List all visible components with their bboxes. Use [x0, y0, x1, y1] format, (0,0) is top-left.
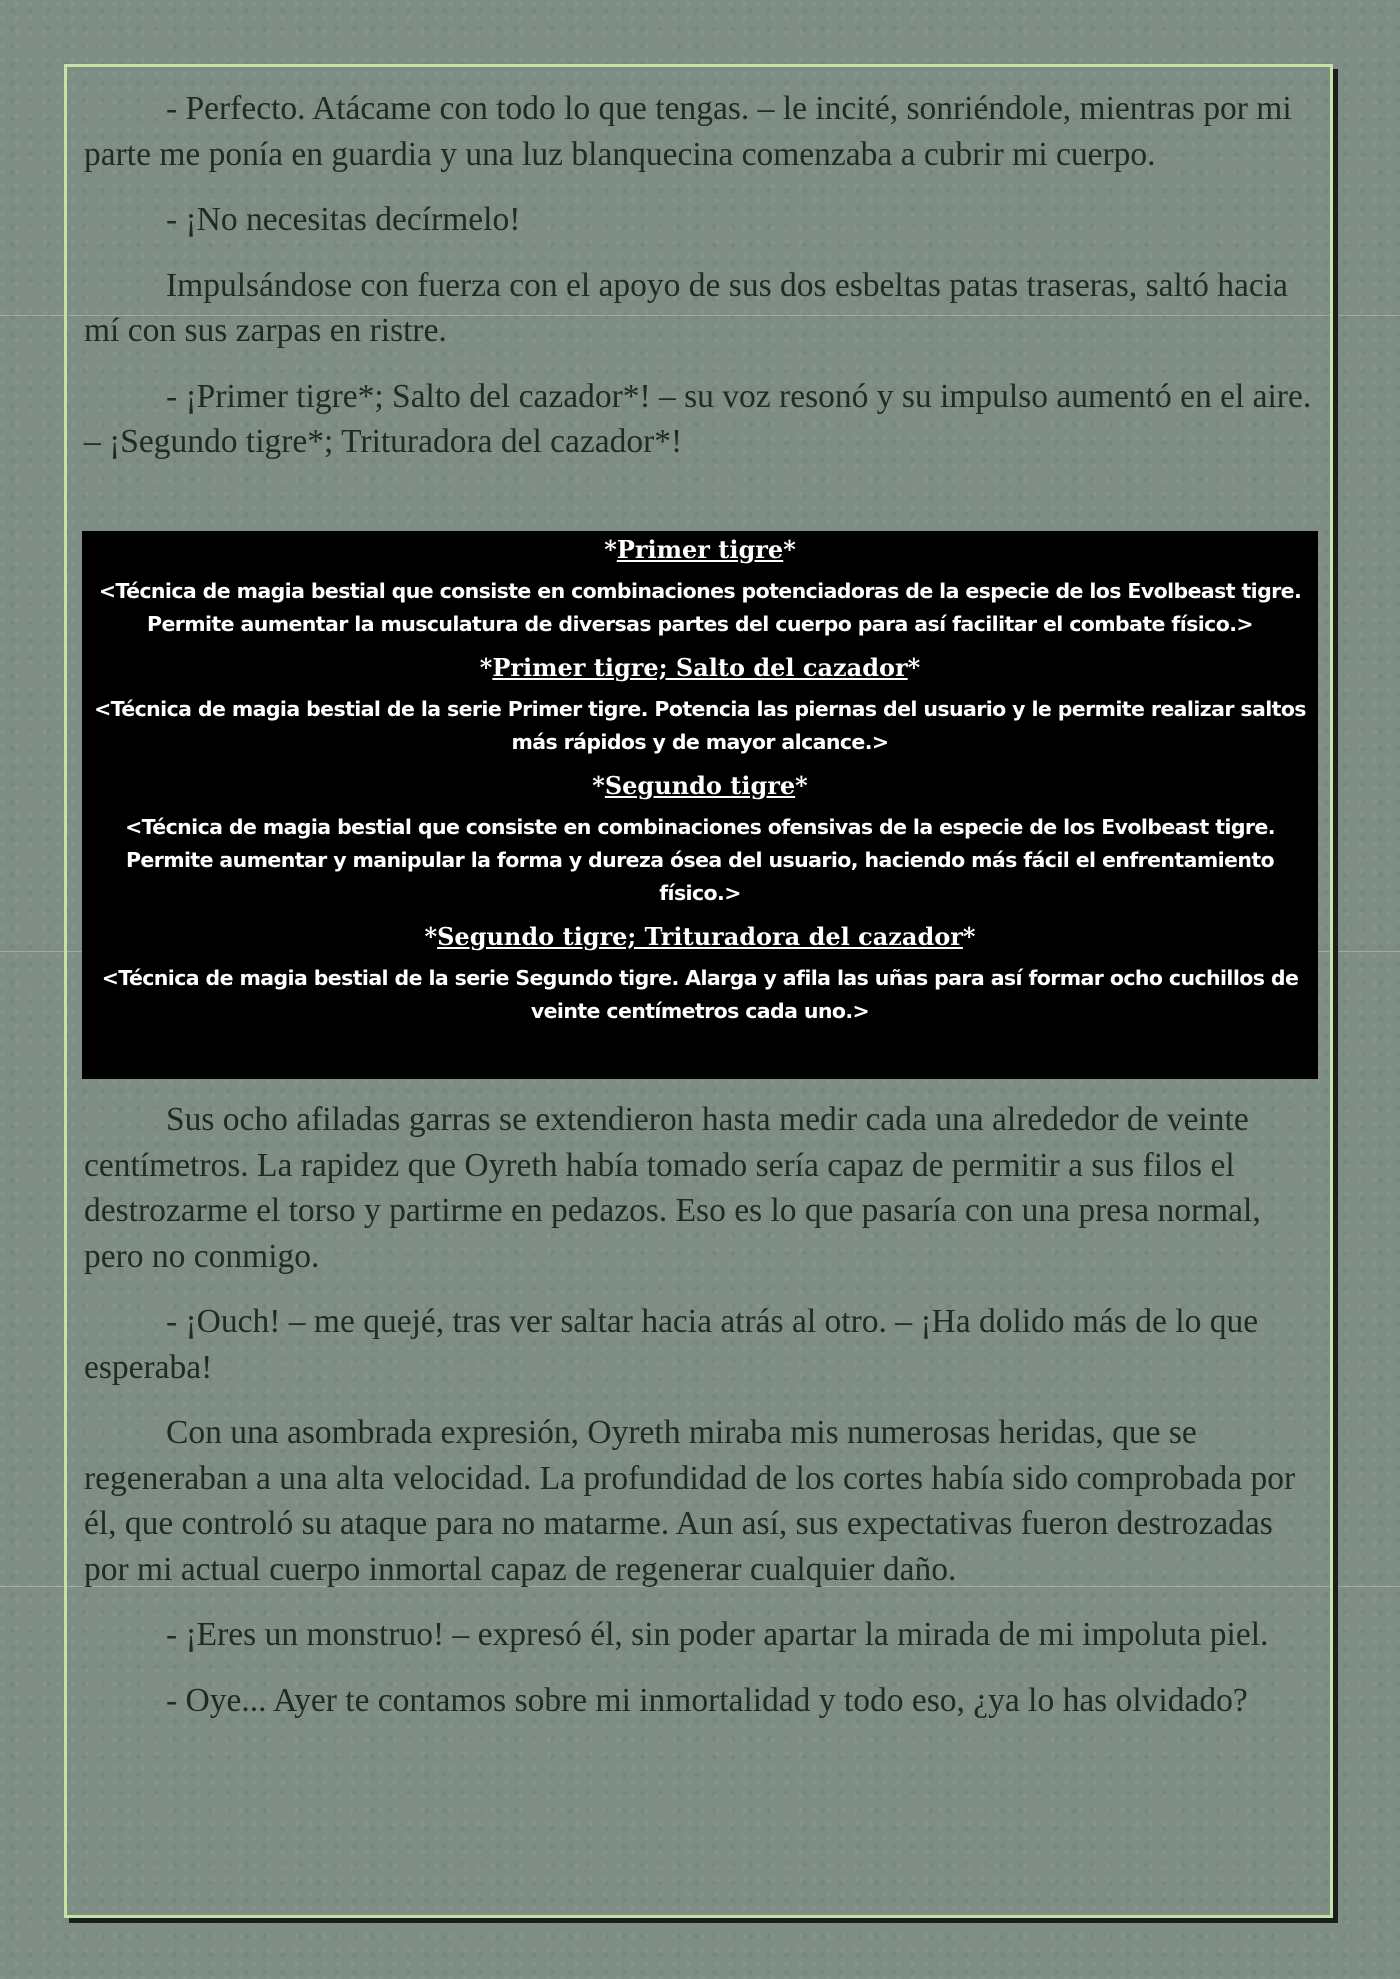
glossary-term: *Segundo tigre; Trituradora del cazador* — [424, 922, 976, 951]
glossary-description: <Técnica de magia bestial de la serie Segundo tigre. Alarga y afila las uñas para así formar ocho cuchillos de veinte centímetros cada uno.> — [101, 966, 1299, 1023]
story-text-top — [84, 86, 1314, 485]
paragraph: Impulsándose con fuerza con el apoyo de sus dos esbeltas patas traseras, saltó hacia mí con sus zarpas en ristre. — [84, 266, 1288, 349]
paragraph: - ¡Primer tigre*; Salto del cazador*! – su voz resonó y su impulso aumentó en el aire. – ¡Segundo tigre*; Trituradora del cazador*! — [84, 377, 1312, 460]
glossary-box — [82, 531, 1318, 1079]
paragraph: Sus ocho afiladas garras se extendieron hasta medir cada una alrededor de veinte centímetros. La rapidez que Oyreth había tomado sería capaz de permitir a sus filos el destrozarme el torso y partirme en pedazos. Eso es lo que pasaría con una presa normal, pero no conmigo. — [84, 1101, 1261, 1275]
glossary-description: <Técnica de magia bestial que consiste en combinaciones potenciadoras de la especie de los Evolbeast tigre. Permite aumentar la musculatura de diversas partes del cuerpo para así facilitar el combate físico.> — [98, 579, 1302, 636]
glossary-description: <Técnica de magia bestial de la serie Primer tigre. Potencia las piernas del usuario y le permite realizar saltos más rápidos y de mayor alcance.> — [94, 697, 1306, 754]
glossary-description: <Técnica de magia bestial que consiste en combinaciones ofensivas de la especie de los Evolbeast tigre. Permite aumentar y manipular la forma y dureza ósea del usuario, haciendo más fácil el enfrentamiento físico.> — [125, 815, 1275, 905]
paragraph: Con una asombrada expresión, Oyreth miraba mis numerosas heridas, que se regeneraban a una alta velocidad. La profundidad de los cortes había sido comprobada por él, que controló su ataque para no matarme. Aun así, sus expectativas fueron destrozadas por mi actual cuerpo inmortal capaz de regenerar cualquier daño. — [84, 1414, 1296, 1588]
paragraph: - ¡No necesitas decírmelo! — [166, 201, 521, 238]
paragraph: - ¡Eres un monstruo! – expresó él, sin poder apartar la mirada de mi impoluta piel. — [166, 1616, 1269, 1653]
glossary-term: *Segundo tigre* — [592, 771, 808, 800]
paragraph: - Oye... Ayer te contamos sobre mi inmortalidad y todo eso, ¿ya lo has olvidado? — [166, 1681, 1248, 1719]
paragraph: - ¡Ouch! – me quejé, tras ver saltar hacia atrás al otro. – ¡Ha dolido más de lo que esperaba! — [84, 1303, 1259, 1386]
paragraph: - Perfecto. Atácame con todo lo que tengas. – le incité, sonriéndole, mientras por mi parte me ponía en guardia y una luz blanquecina comenzaba a cubrir mi cuerpo. — [84, 90, 1292, 173]
glossary-term: *Primer tigre; Salto del cazador* — [479, 653, 921, 682]
glossary-term: *Primer tigre* — [604, 535, 796, 564]
story-text-bottom — [84, 1097, 1314, 1743]
